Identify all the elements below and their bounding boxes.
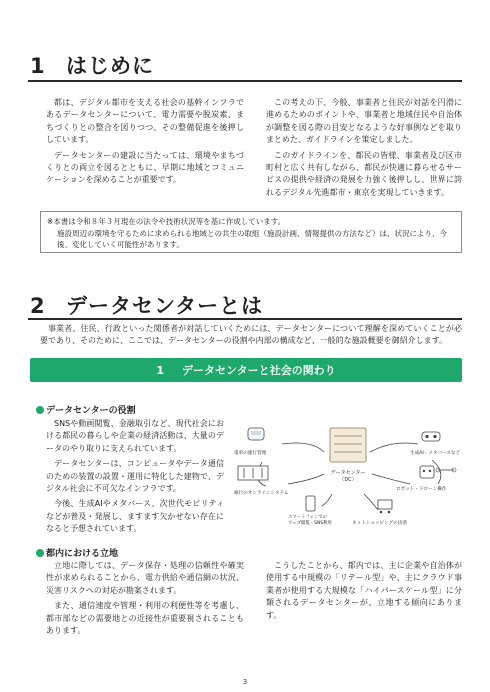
shopping-cart-icon: [378, 500, 392, 513]
paragraph: SNSや動画閲覧、金融取引など、現代社会における都民の暮らしや企業の経済活動は、大量のデータのやり取りに支えられています。: [46, 419, 224, 453]
section2-number: 2: [30, 294, 46, 318]
train-icon: [248, 428, 264, 440]
note-line: ※本書は令和８年３月現在の法令や技術状況等を基に作成しています。: [47, 217, 286, 226]
section1-right-column: [266, 97, 462, 202]
section1-rule: [28, 80, 462, 82]
paragraph: 立地に際しては、データ保存・処理の信頼性や確実性が求められることから、電力供給や通信網の状況、災害リスクへの対応が勘案されます。: [46, 561, 244, 595]
subsection-title: データセンターと社会の関わり: [182, 364, 336, 377]
role-heading: [36, 403, 136, 416]
center-sub-label: （DC）: [339, 477, 357, 483]
bullet-dot-icon: [36, 549, 44, 557]
robot-label: ロボット・ドローン操作: [396, 487, 447, 492]
vr-headset-icon: [422, 432, 440, 441]
section1-title: はじめに: [66, 54, 154, 78]
diagram-svg: [232, 422, 468, 530]
section1-left-column: [46, 97, 244, 190]
datacenter-diagram: [232, 422, 468, 530]
location-heading: [36, 546, 118, 559]
shop-label: ネットショッピングの決済: [352, 521, 407, 526]
phone-label-line2: ウェブ閲覧・SNS利用: [288, 521, 332, 526]
bank-icon: [238, 466, 268, 480]
note-line: 施設周辺の環境を守るために求められる地域との共生の取組（施設計画、情報提供の方法など）は、状況により、今後、変化していく可能性があります。: [57, 228, 447, 249]
smartphone-icon: [306, 496, 315, 511]
role-heading-text: データセンターの役割: [46, 406, 136, 416]
subsection-number: 1: [156, 363, 165, 377]
location-heading-text: 都内における立地: [46, 549, 119, 559]
bank-label: 銀行のオンラインシステム: [234, 491, 289, 496]
server-icon: [330, 428, 366, 462]
note-box: [40, 211, 462, 253]
train-label: 電車の運行管理: [234, 451, 267, 456]
section1-heading: [30, 50, 154, 80]
paragraph: このガイドラインを、都民の皆様、事業者及び区市町村と広く共有しながら、都民が快適に暮らせるサービスの提供や経済の発展を力強く後押しし、世界に誇れるデジタル先進都市・東京を実現していきます。: [266, 150, 462, 197]
location-right-column: [266, 560, 462, 625]
bullet-dot-icon: [36, 406, 44, 414]
paragraph: こうしたことから、都内では、主に企業や自治体が使用する中規模の「リテール型」や、主にクラウド事業者が使用する大規模な「ハイパースケール型」に分類されるデータセンターが、立地する傾向にあります。: [266, 561, 462, 620]
role-column: [46, 418, 224, 539]
page-number: 3: [242, 678, 248, 686]
robot-drone-icon: [420, 466, 456, 478]
ai-label: 生成AI・メタバースなど: [410, 451, 461, 456]
location-left-column: [46, 560, 244, 640]
section2-heading: [30, 290, 263, 320]
section2-title: データセンターとは: [66, 294, 264, 318]
paragraph: 今後、生成AIやメタバース、次世代モビリティなどが普及・発展し、ますます欠かせない存在になると予想されています。: [46, 499, 224, 534]
paragraph: データセンターの建設に当たっては、環境やまちづくりとの両立を図るとともに、早期に地域とコミュニケーションを深めることが重要です。: [46, 150, 244, 185]
paragraph: 事業者、住民、行政といった関係者が対話していくためには、データセンターについて理解を深めていくことが必要であり、そのために、ここでは、データセンターの役割や内部の構成など、一般的な施設概要を御紹介します。: [40, 324, 462, 346]
paragraph: 都は、デジタル都市を支える社会の基幹インフラであるデータセンターについて、電力需要や脱炭素、まちづくりとの整合を図りつつ、その整備促進を後押ししています。: [46, 98, 244, 145]
section2-intro: [40, 323, 462, 351]
section1-number: 1: [30, 54, 46, 78]
phone-label-line1: スマートフォンでの: [288, 515, 328, 520]
section2-rule: [28, 318, 462, 320]
paragraph: また、通信速度や管理・利用の利便性等を考慮し、都市部などの需要地との近接性が重要視されることもあります。: [46, 601, 244, 636]
center-label: データセンター: [330, 470, 366, 476]
paragraph: この考えの下、今般、事業者と住民が対話を円滑に進めるためのポイントや、事業者と地域住民や自治体が調整を図る際の目安となるような好事例などを取りまとめた、ガイドラインを策定しました。: [266, 98, 462, 145]
paragraph: データセンターは、コンピュータやデータ通信のための装置の設置・運用に特化した建物で、デジタル社会に不可欠なインフラです。: [46, 459, 224, 494]
subsection-band: [30, 358, 462, 382]
